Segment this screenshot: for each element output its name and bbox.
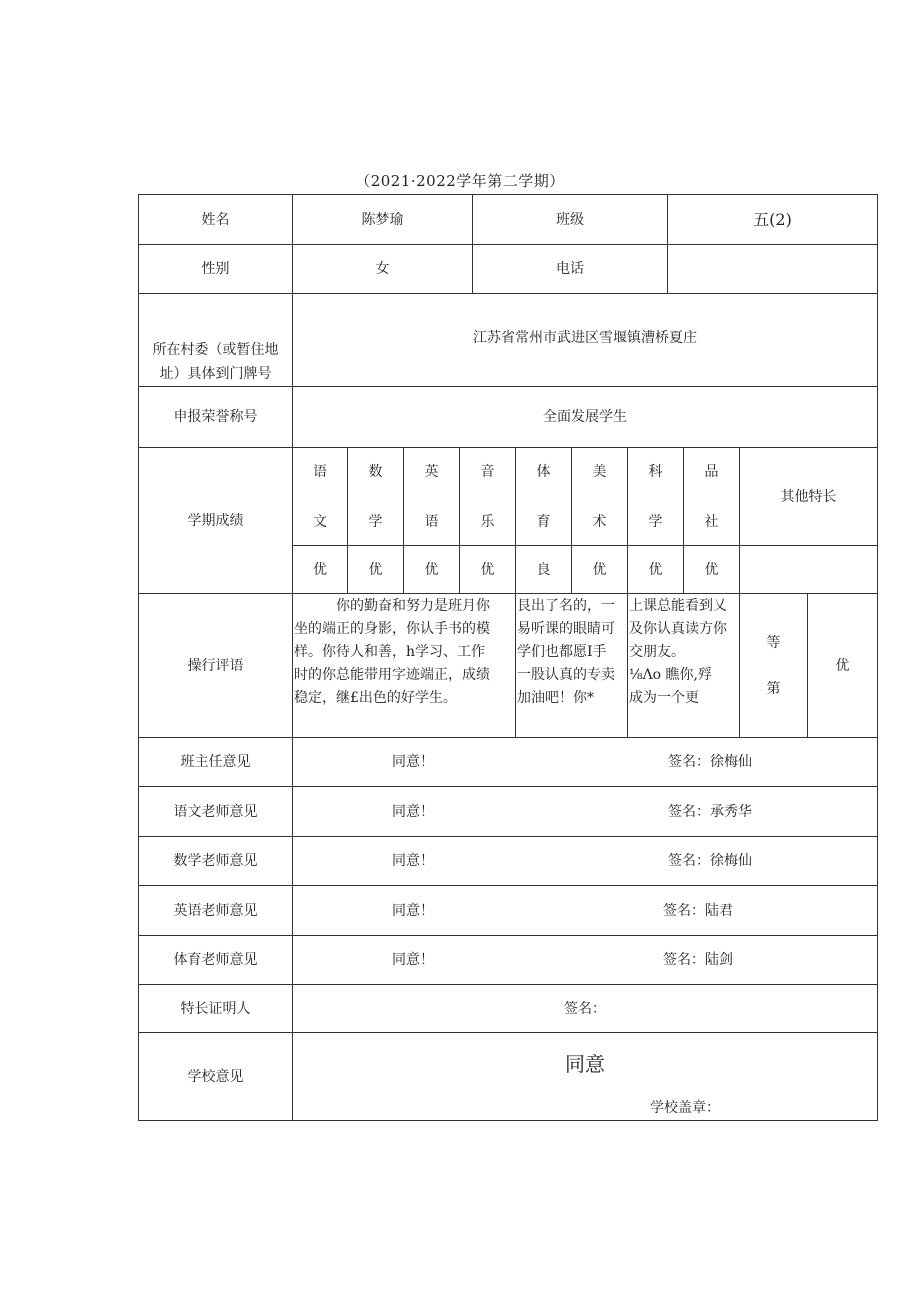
grade-music: 优 [480,561,495,578]
grid-line [627,593,628,738]
comment-line: 一股认真的专卖 [517,667,615,683]
conduct-comment-col1 [294,595,514,735]
other-specialty-label: 其他特长 [780,488,837,505]
subject-char: 语 [424,513,439,530]
pe-teacher-opinion-text: 同意！ [392,952,434,968]
subject-char: 美 [592,463,607,480]
comment-line: 坐的端正的身影，你认手书的模 [294,621,490,637]
subject-char: 品 [704,463,719,480]
specialty-witness-signature: 签名： [564,1000,606,1017]
grade-art: 优 [592,561,607,578]
specialty-witness-label: 特长证明人 [180,1000,251,1017]
grade-science: 优 [648,561,663,578]
comment-line: 稳定，继£出色的好学生。 [294,690,457,706]
phone-value [668,245,877,293]
homeroom-opinion-label: 班主任意见 [180,754,251,770]
name-value: 陈梦瑜 [361,211,404,228]
subject-pe-header [516,448,571,545]
grid-line [515,593,516,738]
subject-char: 体 [536,463,551,480]
comment-line: 艮出了名的，一 [517,598,615,614]
subject-char: 数 [368,463,383,480]
gender-value: 女 [375,261,390,277]
other-specialty-value [740,546,877,593]
homeroom-opinion-text: 同意！ [392,754,434,770]
subject-english-header [404,448,459,545]
subject-char: 学 [648,513,663,530]
subject-morality-header [684,448,739,545]
school-stamp-label: 学校盖章： [650,1100,720,1116]
conduct-level-label [740,594,807,737]
comment-line: 易听课的眼睛可 [517,621,615,637]
subject-char: 学 [368,513,383,530]
address-label-line: 址）具体到门牌号 [159,366,272,382]
grade-pe: 良 [536,561,551,578]
comment-line: 上课总能看到乂 [629,598,727,614]
comment-line: 成为一个更 [629,690,699,706]
pe-teacher-signature: 签名：陆剑 [663,952,733,968]
subject-char: 文 [313,513,327,530]
english-teacher-opinion-text: 同意！ [392,902,434,919]
grade-math: 优 [368,561,383,578]
address-label [139,294,292,386]
grade-chinese: 优 [313,561,327,578]
comment-line: 时的你总能带用字迹端正，成绩 [294,667,490,683]
conduct-level-value: 优 [835,657,850,674]
school-opinion-text: 同意 [565,1052,605,1076]
subject-char: 语 [313,463,327,480]
grid-line [138,1120,878,1121]
comment-line: ⅛Λo 瞧你,殍 [629,667,713,683]
subject-char: 科 [648,463,663,480]
chinese-teacher-opinion-text: 同意！ [392,803,434,820]
math-teacher-opinion-label: 数学老师意见 [173,853,258,869]
grid-line [877,194,878,1121]
name-label: 姓名 [201,211,230,228]
subject-char: 乐 [480,513,495,530]
gender-label: 性别 [201,261,230,277]
level-char: 等 [766,634,781,651]
comment-line: 学们也都愿I手 [517,644,607,660]
address-label-line: 所在村委（或暂住地 [152,342,279,358]
semester-title: （2021·2022学年第二学期） [355,172,565,190]
conduct-label: 操行评语 [187,657,244,674]
honor-label: 申报荣誉称号 [173,409,258,425]
conduct-comment-col3 [629,595,738,735]
address-value: 江苏省常州市武进区雪堰镇漕桥夏庄 [473,330,697,346]
honor-value: 全面发展学生 [543,409,627,425]
grade-english: 优 [424,561,439,578]
subject-music-header [460,448,515,545]
pe-teacher-opinion-label: 体育老师意见 [173,952,258,968]
homeroom-signature: 签名：徐梅仙 [668,754,752,770]
grade-morality: 优 [704,561,719,578]
comment-line: 样。你待人和善，h学习、工作 [294,644,486,660]
subject-art-header [572,448,627,545]
subject-char: 音 [480,463,495,480]
english-teacher-signature: 签名：陆君 [663,902,733,919]
conduct-comment-col2 [517,595,626,735]
subject-char: 英 [424,463,439,480]
chinese-teacher-signature: 签名：承秀华 [668,803,752,820]
chinese-teacher-opinion-label: 语文老师意见 [173,803,258,820]
class-value: 五(2) [753,209,792,229]
phone-label: 电话 [556,261,584,277]
subject-char: 术 [592,513,607,530]
comment-line: 及你认真读方你 [629,621,727,637]
subject-chinese-header [293,448,347,545]
class-label: 班级 [556,211,584,228]
comment-line: 交朋友。 [629,644,685,660]
comment-line: 加油吧！你* [517,690,594,706]
math-teacher-opinion-text: 同意！ [392,853,434,869]
level-char: 第 [766,680,781,697]
subject-math-header [348,448,403,545]
subject-science-header [628,448,683,545]
school-opinion-label: 学校意见 [187,1068,244,1085]
english-teacher-opinion-label: 英语老师意见 [173,902,258,919]
subject-char: 育 [536,513,551,530]
subject-char: 社 [704,513,719,530]
grades-label: 学期成绩 [187,512,244,529]
comment-line: 你的勤奋和努力是班月你 [336,598,490,614]
math-teacher-signature: 签名：徐梅仙 [668,853,752,869]
